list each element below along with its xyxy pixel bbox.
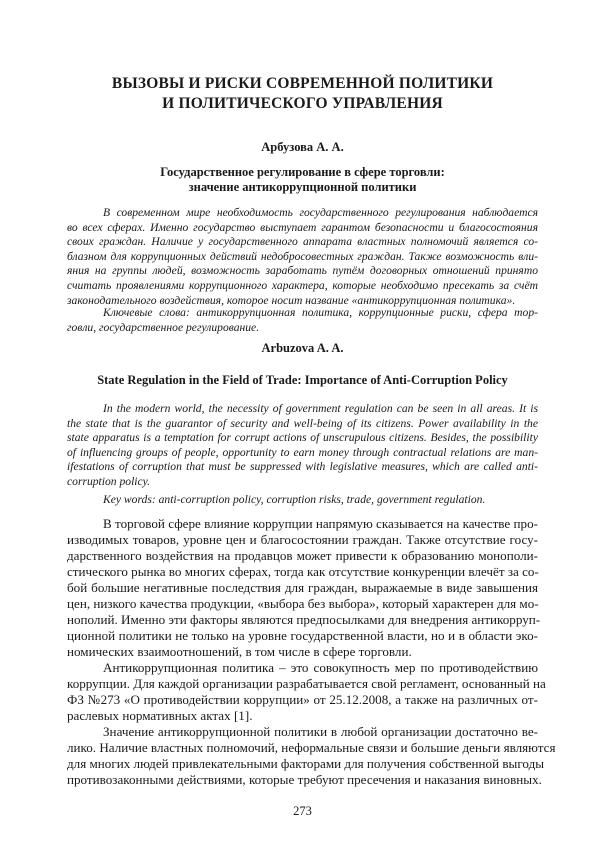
abstract-line: corruption policy. [67, 475, 538, 490]
article-title-ru-line: значение антикоррупционной политики [67, 180, 538, 195]
abstract-line: state apparatus is a temptation for corrupt actions of unscrupulous citizens. Besides, the possibility [67, 431, 538, 446]
abstract-line: ifestations of corruption that must be suppressed with legislative measures, which are called anti- [67, 460, 538, 475]
body-line: Антикоррупционная политика – это совокупность мер по противодействию [67, 660, 538, 676]
abstract-line: блазном для коррупционных действий недобросовестных граждан. Также возможность вли- [67, 250, 538, 265]
body-line: противозаконными действиями, которые требуют пресечения и наказания виновных. [67, 772, 538, 788]
keywords-line: Ключевые слова: антикоррупционная политика, коррупционные риски, сфера тор- [67, 306, 538, 321]
body-line: ФЗ №273 «О противодействии коррупции» от 25.12.2008, а также на различных от- [67, 692, 538, 708]
abstract-line: the state that is the guarantor of security and well-being of its citizens. Power availability in the [67, 417, 538, 432]
abstract-en [67, 402, 538, 490]
section-title-line: ВЫЗОВЫ И РИСКИ СОВРЕМЕННОЙ ПОЛИТИКИ [67, 74, 538, 94]
abstract-line: считать проявлениями коррупционного характера, которые необходимо пресекать за счёт [67, 279, 538, 294]
abstract-ru [67, 206, 538, 308]
body-line: В торговой сфере влияние коррупции напрямую сказывается на качестве про- [67, 516, 538, 532]
body-line: бой большие негативные последствия для граждан, выражаемые в виде завышения [67, 580, 538, 596]
body-line: изводимых товаров, уровне цен и благосостоянии граждан. Также отсутствие госу- [67, 532, 538, 548]
article-title-ru [67, 165, 538, 195]
abstract-line: законодательного воздействия, которое носит название «антикоррупционная политика». [67, 294, 538, 309]
body-line: Значение антикоррупционной политики в любой организации достаточно ве- [67, 724, 538, 740]
body-line: ционной политики не только на уровне государственной власти, но и в области эко- [67, 628, 538, 644]
body-line: номических взаимоотношений, в том числе в сфере торговли. [67, 644, 538, 660]
keywords-ru [67, 306, 538, 335]
author-ru: Арбузова А. А. [67, 140, 538, 155]
abstract-line: яния на группы людей, возможность заработать путём договорных отношений принято [67, 264, 538, 279]
article-title-en: State Regulation in the Field of Trade: Importance of Anti-Corruption Policy [67, 373, 538, 388]
body-line: раслевых нормативных актах [1]. [67, 708, 538, 724]
body-line: для многих людей привлекательными факторами для получения собственной выгоды [67, 756, 538, 772]
abstract-line: of influencing groups of people, opportunity to earn money through contractual relations are man- [67, 446, 538, 461]
body-line: лико. Наличие властных полномочий, неформальные связи и большие деньги являются [67, 740, 538, 756]
section-title [67, 74, 538, 114]
body-line: цен, низкого качества продукции, «выбора без выбора», который характерен для мо- [67, 596, 538, 612]
keywords-line: Key words: anti-corruption policy, corruption risks, trade, government regulation. [67, 493, 538, 508]
page-number: 273 [67, 804, 538, 819]
keywords-en [67, 493, 538, 508]
abstract-line: In the modern world, the necessity of government regulation can be seen in all areas. It is [67, 402, 538, 417]
abstract-line: своих граждан. Наличие у государственного аппарата властных полномочий является со- [67, 235, 538, 250]
abstract-line: В современном мире необходимость государственного регулирования наблюдается [67, 206, 538, 221]
body-text [67, 516, 538, 788]
section-title-line: И ПОЛИТИЧЕСКОГО УПРАВЛЕНИЯ [67, 94, 538, 114]
body-line: стического рынка во многих сферах, тогда как отсутствие конкуренции влечёт за со- [67, 564, 538, 580]
body-line: коррупции. Для каждой организации разрабатывается свой регламент, основанный на [67, 676, 538, 692]
abstract-line: во всех сферах. Именно государство выступает гарантом безопасности и благосостояния [67, 221, 538, 236]
author-en: Arbuzova A. A. [67, 341, 538, 356]
article-title-ru-line: Государственное регулирование в сфере торговли: [67, 165, 538, 180]
body-line: дарственного воздействия на продавцов может привести к образованию монополи- [67, 548, 538, 564]
body-line: нополий. Именно эти факторы являются предпосылками для внедрения антикорруп- [67, 612, 538, 628]
keywords-line: говли, государственное регулирование. [67, 321, 538, 336]
